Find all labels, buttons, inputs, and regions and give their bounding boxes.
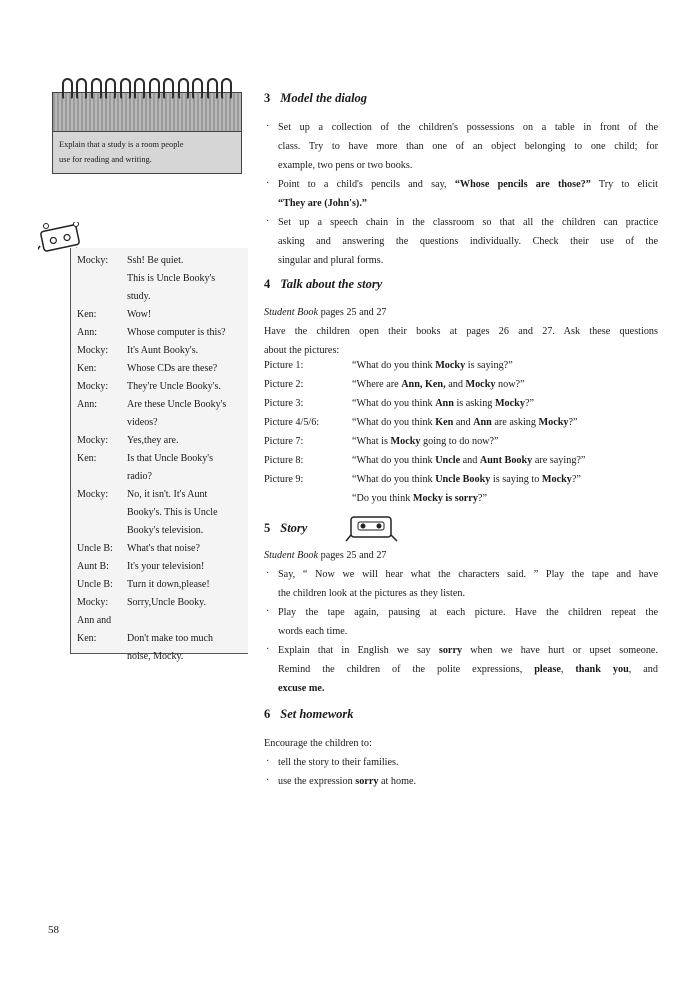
paragraph-line: use the expression sorry at home. xyxy=(278,776,417,787)
section-5-heading: 5 Story xyxy=(264,521,308,535)
student-book-ref: Student Book pages 25 and 27 xyxy=(264,550,387,561)
picture-label: Picture 3: xyxy=(264,398,304,409)
paragraph-line: Play the tape again, pausing at each picture. Have the children repeat the xyxy=(278,607,658,618)
paragraph-line: excuse me. xyxy=(278,683,325,694)
paragraph-line: Say, “ Now we will hear what the characters said. ” Play the tape and have xyxy=(278,569,658,580)
dialog-line: videos? xyxy=(127,417,158,428)
dialog-speaker: Ken: xyxy=(77,453,97,464)
bullet: · xyxy=(266,121,270,132)
story-dialog-box xyxy=(70,248,248,662)
picture-question: “What do you think Ann is asking Mocky?” xyxy=(352,398,534,409)
bullet: · xyxy=(266,178,270,189)
dialog-line: Turn it down,please! xyxy=(127,579,210,590)
dialog-speaker: Ken: xyxy=(77,309,97,320)
section-6-heading: 6 Set homework xyxy=(264,707,354,721)
dialog-line: It's Aunt Booky's. xyxy=(127,345,199,356)
note-text xyxy=(52,132,242,174)
dialog-speaker: Ken: xyxy=(77,633,97,644)
dialog-line: Wow! xyxy=(127,309,152,320)
paragraph-line: Point to a child's pencils and say, “Whose pencils are those?” Try to elicit xyxy=(278,179,658,190)
student-book-ref: Student Book pages 25 and 27 xyxy=(264,307,387,318)
dialog-line: What's that noise? xyxy=(127,543,200,554)
paragraph-line: “They are (John's).” xyxy=(278,198,367,209)
dialog-line: Booky's television. xyxy=(127,525,204,536)
cassette-icon xyxy=(345,513,399,543)
paragraph-line: class. Try to have more than one of an object belonging to one child; for xyxy=(278,141,658,152)
picture-question: “What is Mocky going to do now?” xyxy=(352,436,499,447)
paragraph-line: Encourage the children to: xyxy=(264,738,372,749)
dialog-line: Ssh! Be quiet. xyxy=(127,255,184,266)
teacher-note-pad xyxy=(52,78,242,174)
dialog-speaker: Mocky: xyxy=(77,345,109,356)
dialog-speaker: Mocky: xyxy=(77,381,109,392)
paragraph-line: about the pictures: xyxy=(264,345,340,356)
picture-question: “What do you think Uncle Booky is saying to Mocky?” xyxy=(352,474,581,485)
dialog-line: noise, Mocky. xyxy=(127,651,184,662)
page-number: 58 xyxy=(48,924,59,936)
dialog-speaker: Ann and xyxy=(77,615,112,626)
section-4-heading: 4 Talk about the story xyxy=(264,277,383,291)
picture-label: Picture 7: xyxy=(264,436,304,447)
paragraph-line: Remind the children of the polite expressions, please, thank you, and xyxy=(278,664,658,675)
bullet: · xyxy=(266,644,270,655)
paragraph-line: example, two pens or two books. xyxy=(278,160,413,171)
dialog-speaker: Ann: xyxy=(77,327,97,338)
dialog-line: Don't make too much xyxy=(127,633,213,644)
paragraph-line: tell the story to their families. xyxy=(278,757,399,768)
dialog-line: This is Uncle Booky's xyxy=(127,273,216,284)
dialog-line: Sorry,Uncle Booky. xyxy=(127,597,206,608)
dialog-line: Booky's. This is Uncle xyxy=(127,507,218,518)
spiral-binding-icon xyxy=(62,78,232,104)
picture-question: “Do you think Mocky is sorry?” xyxy=(352,493,487,504)
dialog-speaker: Ken: xyxy=(77,363,97,374)
picture-question: “What do you think Mocky is saying?” xyxy=(352,360,513,371)
note-line: Explain that a study is a room people xyxy=(59,140,184,149)
dialog-speaker: Mocky: xyxy=(77,597,109,608)
picture-question: “What do you think Ken and Ann are asking Mocky?” xyxy=(352,417,578,428)
section-3-heading: 3 Model the dialog xyxy=(264,91,368,105)
bullet: · xyxy=(266,606,270,617)
picture-label: Picture 4/5/6: xyxy=(264,417,320,428)
dialog-line: No, it isn't. It's Aunt xyxy=(127,489,208,500)
dialog-line: study. xyxy=(127,291,151,302)
bullet: · xyxy=(266,568,270,579)
paragraph-line: Have the children open their books at pages 26 and 27. Ask these questions xyxy=(264,326,658,337)
dialog-line: Is that Uncle Booky's xyxy=(127,453,213,464)
picture-question: “What do you think Uncle and Aunt Booky are saying?” xyxy=(352,455,586,466)
picture-question: “Where are Ann, Ken, and Mocky now?” xyxy=(352,379,525,390)
paragraph-line: Set up a collection of the children's possessions on a table in front of the xyxy=(278,122,658,133)
dialog-line: radio? xyxy=(127,471,152,482)
dialog-speaker: Uncle B: xyxy=(77,543,113,554)
picture-label: Picture 8: xyxy=(264,455,304,466)
paragraph-line: singular and plural forms. xyxy=(278,255,384,266)
dialog-line: Whose CDs are these? xyxy=(127,363,218,374)
dialog-line: It's your television! xyxy=(127,561,205,572)
dialog-speaker: Mocky: xyxy=(77,255,109,266)
bullet: · xyxy=(266,775,270,786)
paragraph-line: asking and answering the questions individually. Check their use of the xyxy=(278,236,658,247)
picture-label: Picture 2: xyxy=(264,379,304,390)
dialog-speaker: Ann: xyxy=(77,399,97,410)
picture-label: Picture 9: xyxy=(264,474,304,485)
note-line: use for reading and writing. xyxy=(59,155,152,164)
dialog-speaker: Uncle B: xyxy=(77,579,113,590)
bullet: · xyxy=(266,756,270,767)
dialog-line: They're Uncle Booky's. xyxy=(127,381,221,392)
paragraph-line: the children look at the pictures as they listen. xyxy=(278,588,466,599)
dialog-speaker: Aunt B: xyxy=(77,561,109,572)
dialog-line: Whose computer is this? xyxy=(127,327,226,338)
dialog-speaker: Mocky: xyxy=(77,435,109,446)
paragraph-line: words each time. xyxy=(278,626,348,637)
picture-label: Picture 1: xyxy=(264,360,304,371)
dialog-line: Yes,they are. xyxy=(127,435,179,446)
bullet: · xyxy=(266,216,270,227)
paragraph-line: Set up a speech chain in the classroom so that all the children can practice xyxy=(278,217,658,228)
dialog-line: Are these Uncle Booky's xyxy=(127,399,227,410)
paragraph-line: Explain that in English we say sorry when we have hurt or upset someone. xyxy=(278,645,658,656)
dialog-speaker: Mocky: xyxy=(77,489,109,500)
